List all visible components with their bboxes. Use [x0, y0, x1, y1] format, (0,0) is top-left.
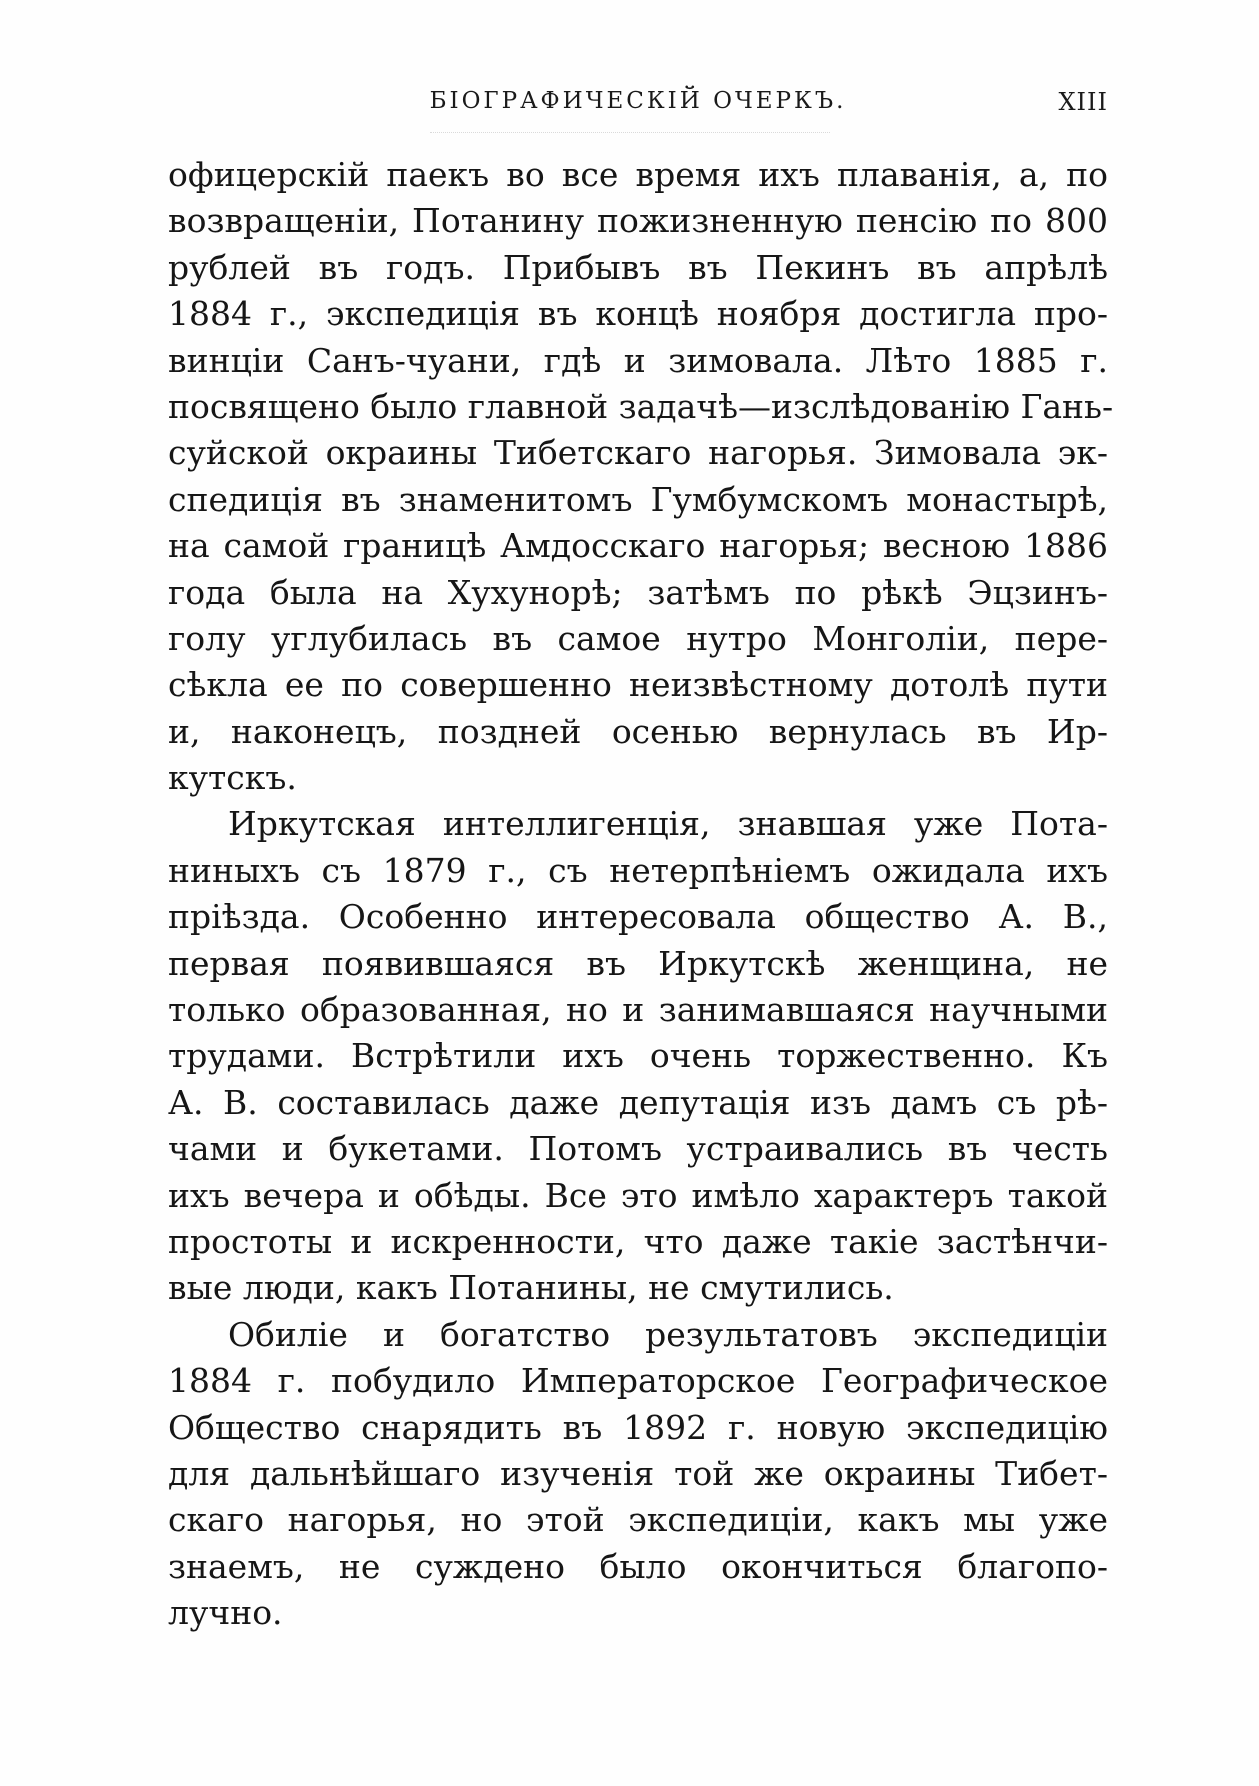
text-line: суйской окраины Тибетскаго нагорья. Зимовала эк-: [168, 433, 1108, 473]
paragraph-first-line: Иркутская интеллигенція, знавшая уже Пота-: [228, 804, 1108, 844]
text-line: возвращеніи, Потанину пожизненную пенсію по 800: [168, 201, 1108, 241]
text-line: и, наконецъ, поздней осенью вернулась въ Ир-: [168, 711, 1108, 751]
text-line: скаго нагорья, но этой экспедиціи, какъ мы уже: [168, 1500, 1108, 1540]
text-line: чами и букетами. Потомъ устраивались въ честь: [168, 1129, 1108, 1169]
page-number: XIII: [1058, 88, 1108, 116]
text-line: ихъ вечера и обѣды. Все это имѣло характеръ такой: [168, 1175, 1108, 1215]
text-line: спедиція въ знаменитомъ Гумбумскомъ монастырѣ,: [168, 479, 1108, 519]
text-line: ниныхъ съ 1879 г., съ нетерпѣніемъ ожидала ихъ: [168, 850, 1108, 890]
text-line: знаемъ, не суждено было окончиться благопо-: [168, 1546, 1108, 1586]
text-line: 1884 г. побудило Императорское Географическое: [168, 1361, 1108, 1401]
text-line: для дальнѣйшаго изученія той же окраины Тибет-: [168, 1453, 1108, 1493]
text-line: Общество снарядить въ 1892 г. новую экспедицію: [168, 1407, 1108, 1447]
text-line: первая появившаяся въ Иркутскѣ женщина, не: [168, 943, 1108, 983]
text-line: офицерскій паекъ во все время ихъ плаванія, а, по: [168, 155, 1108, 194]
text-line: кутскъ.: [168, 758, 297, 798]
text-line: года была на Хухунорѣ; затѣмъ по рѣкѣ Эцзинъ-: [168, 572, 1108, 612]
body-text: [168, 152, 1114, 1637]
page-header: [168, 88, 1108, 128]
text-line: рублей въ годъ. Прибывъ въ Пекинъ въ апрѣлѣ: [168, 247, 1108, 287]
text-line: вые люди, какъ Потанины, не смутились.: [168, 1268, 894, 1308]
text-line: на самой границѣ Амдосскаго нагорья; весною 1886: [168, 526, 1108, 566]
text-line: винціи Санъ-чуани, гдѣ и зимовала. Лѣто 1885 г.: [168, 340, 1108, 380]
text-line: сѣкла ее по совершенно неизвѣстному дотолѣ пути: [168, 665, 1108, 705]
text-line: голу углубилась въ самое нутро Монголіи, пере-: [168, 618, 1108, 658]
text-line: трудами. Встрѣтили ихъ очень торжественно. Къ: [168, 1036, 1108, 1076]
text-line: 1884 г., экспедиція въ концѣ ноября достигла про-: [168, 294, 1108, 334]
text-line: только образованная, но и занимавшаяся научными: [168, 990, 1108, 1030]
running-title: БІОГРАФИЧЕСКІЙ ОЧЕРКЪ.: [429, 88, 847, 114]
text-line: простоты и искренности, что даже такіе застѣнчи-: [168, 1221, 1108, 1261]
text-line: посвящено было главной задачѣ—изслѣдованію Гань-: [168, 386, 1114, 426]
paragraph-first-line: Обиліе и богатство результатовъ экспедиціи: [228, 1314, 1108, 1354]
text-line: пріѣзда. Особенно интересовала общество А. В.,: [168, 897, 1108, 937]
print-specks: [430, 132, 830, 136]
text-line: А. В. составилась даже депутація изъ дамъ съ рѣ-: [168, 1082, 1108, 1122]
text-line: лучно.: [168, 1593, 283, 1633]
